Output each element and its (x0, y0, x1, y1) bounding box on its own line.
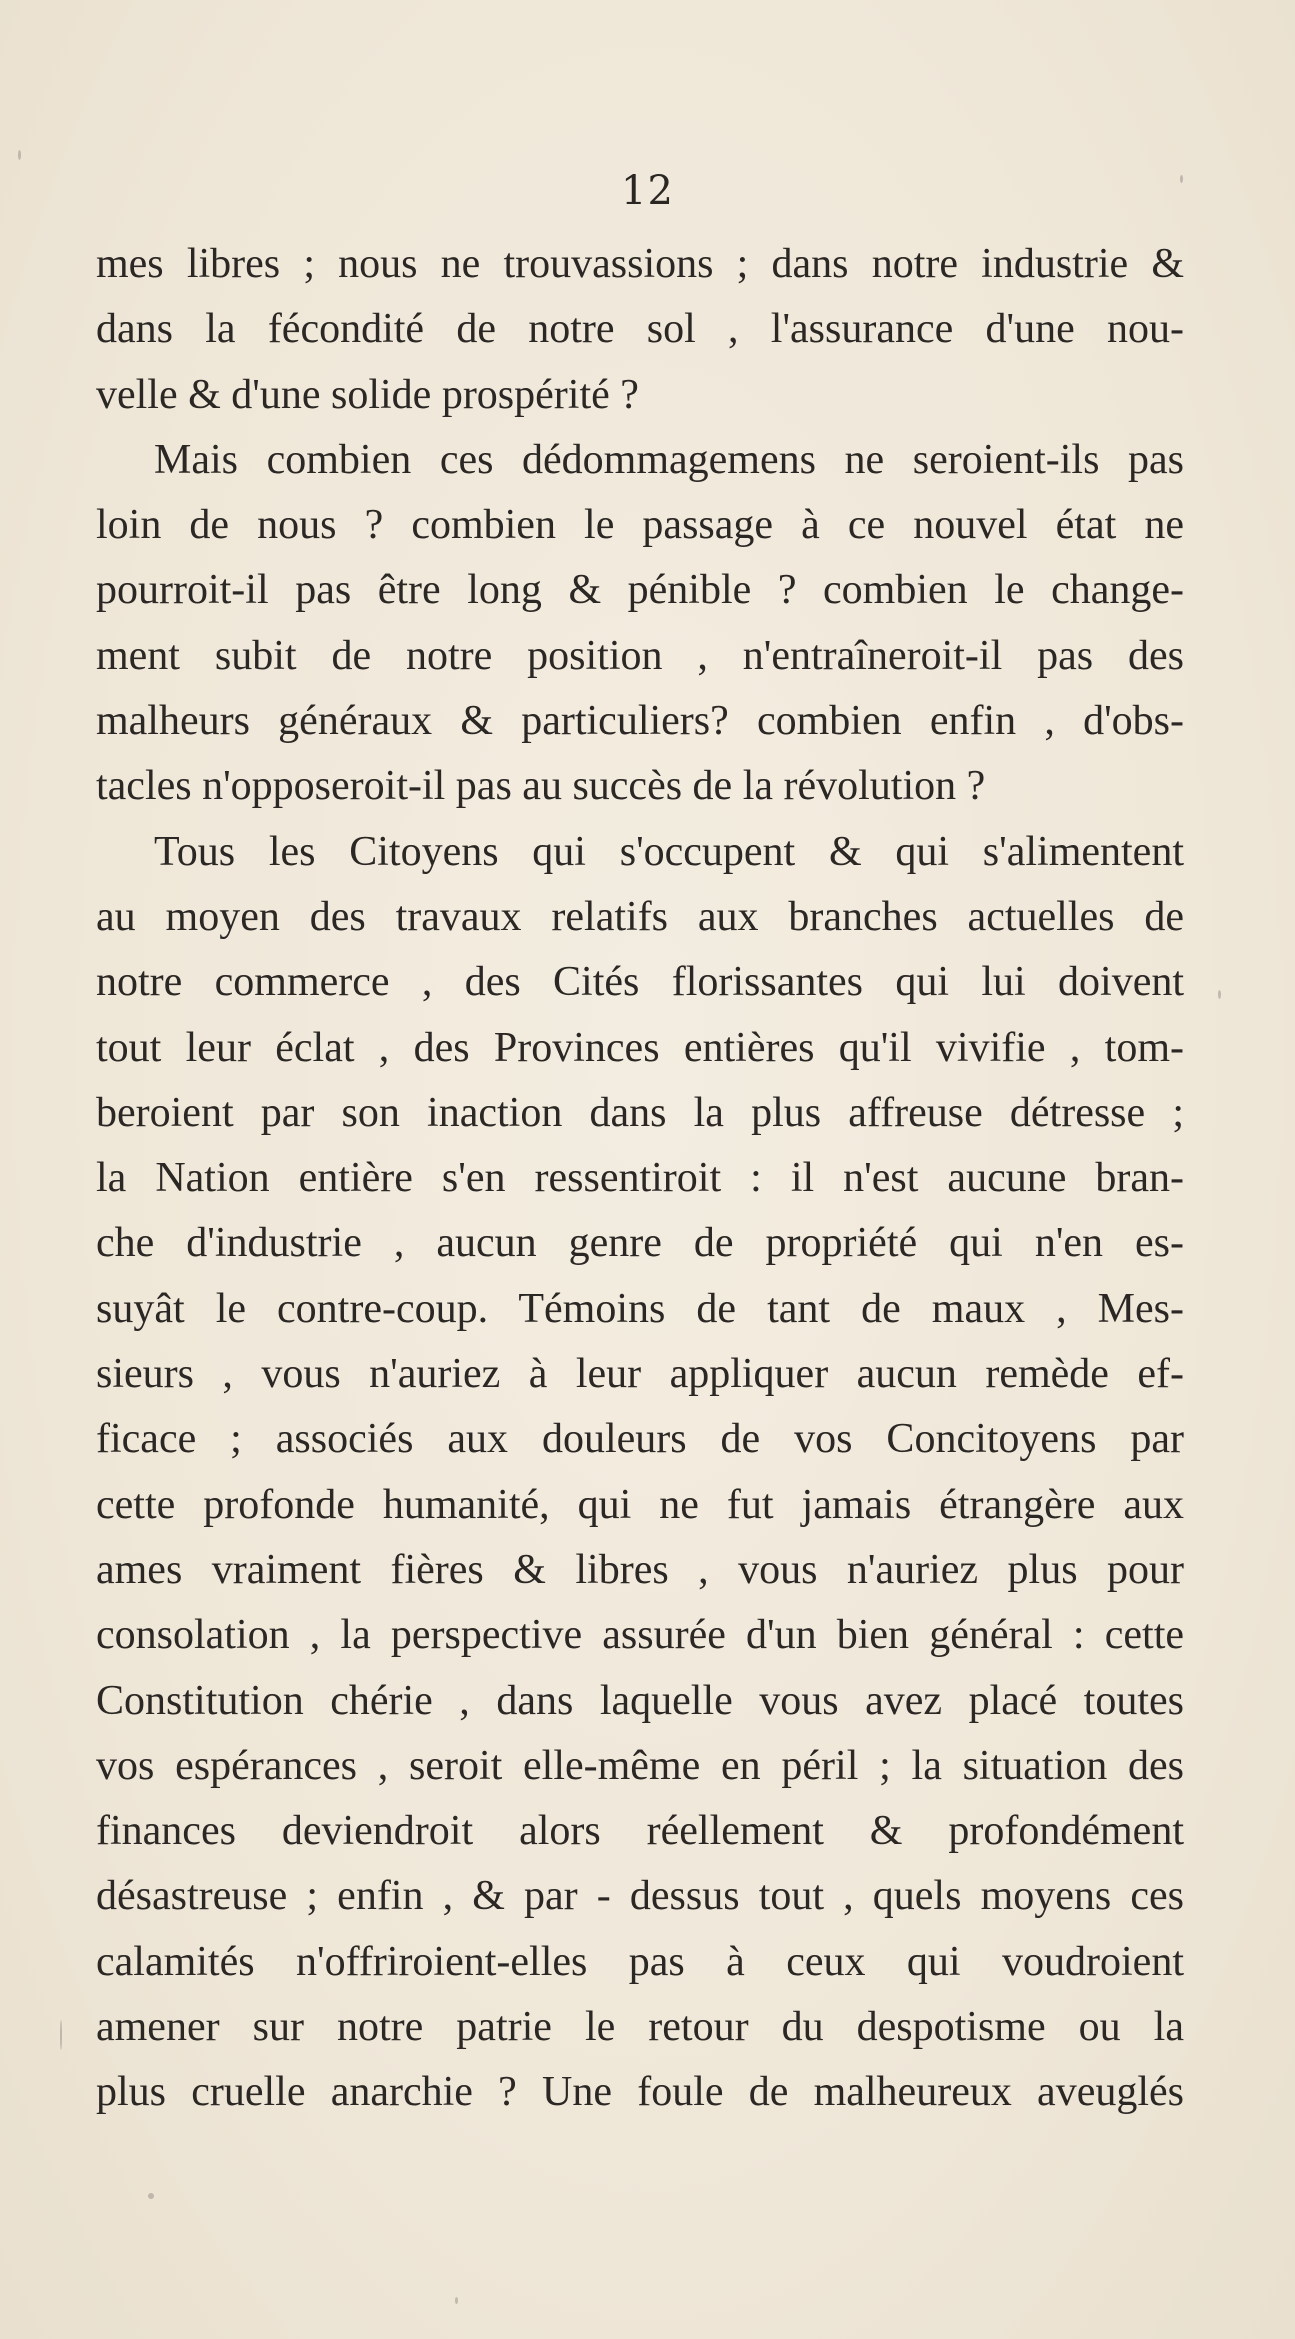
text-line: beroient par son inaction dans la plus affreuse détresse ; (96, 1089, 1184, 1136)
text-line: ficace ; associés aux douleurs de vos Concitoyens par (96, 1416, 1184, 1463)
text-line: notre commerce , des Cités florissantes qui lui doivent (96, 959, 1184, 1006)
text-line: amener sur notre patrie le retour du despotisme ou la (96, 2004, 1184, 2051)
text-line: Tous les Citoyens qui s'occupent & qui s'alimentent (154, 828, 1184, 875)
body-text (96, 232, 1184, 2126)
text-line: ment subit de notre position , n'entraîneroit-il pas des (96, 632, 1184, 679)
text-line: vos espérances , seroit elle-même en péril ; la situation des (96, 1742, 1184, 1789)
text-line: pourroit-il pas être long & pénible ? combien le change- (96, 567, 1184, 614)
text-line: loin de nous ? combien le passage à ce nouvel état ne (96, 502, 1184, 549)
text-line: la Nation entière s'en ressentiroit : il n'est aucune bran- (96, 1155, 1184, 1202)
text-line: désastreuse ; enfin , & par - dessus tout , quels moyens ces (96, 1873, 1184, 1920)
text-line: sieurs , vous n'auriez à leur appliquer aucun remède ef- (96, 1351, 1184, 1398)
text-line: suyât le contre-coup. Témoins de tant de maux , Mes- (96, 1285, 1184, 1332)
text-line: cette profonde humanité, qui ne fut jamais étrangère aux (96, 1481, 1184, 1528)
text-line: tacles n'opposeroit-il pas au succès de la révolution ? (96, 763, 986, 810)
paper-speck (148, 2193, 154, 2199)
text-line: tout leur éclat , des Provinces entières qu'il vivifie , tom- (96, 1024, 1184, 1071)
text-line: malheurs généraux & particuliers? combien enfin , d'obs- (96, 698, 1184, 745)
text-line: mes libres ; nous ne trouvassions ; dans notre industrie & (96, 241, 1184, 287)
text-line: consolation , la perspective assurée d'un bien général : cette (96, 1612, 1184, 1659)
text-line: che d'industrie , aucun genre de propriété qui n'en es- (96, 1220, 1184, 1267)
paper-speck (60, 2020, 62, 2050)
paper-speck (1180, 175, 1183, 183)
text-line: velle & d'une solide prospérité ? (96, 371, 639, 418)
paper-speck (1218, 990, 1221, 999)
text-line: Mais combien ces dédommagemens ne seroient-ils pas (154, 436, 1184, 483)
paper-speck (18, 150, 21, 160)
text-line: au moyen des travaux relatifs aux branches actuelles de (96, 893, 1184, 940)
text-line: dans la fécondité de notre sol , l'assurance d'une nou- (96, 306, 1184, 353)
page-number: 12 (621, 168, 674, 214)
text-line: calamités n'offriroient-elles pas à ceux qui voudroient (96, 1938, 1184, 1985)
text-line: Constitution chérie , dans laquelle vous avez placé toutes (96, 1677, 1184, 1724)
text-line: ames vraiment fières & libres , vous n'auriez plus pour (96, 1546, 1184, 1593)
text-line: plus cruelle anarchie ? Une foule de malheureux aveuglés (96, 2069, 1184, 2116)
text-line: finances deviendroit alors réellement & profondément (96, 1808, 1184, 1855)
paper-speck (455, 2297, 458, 2304)
